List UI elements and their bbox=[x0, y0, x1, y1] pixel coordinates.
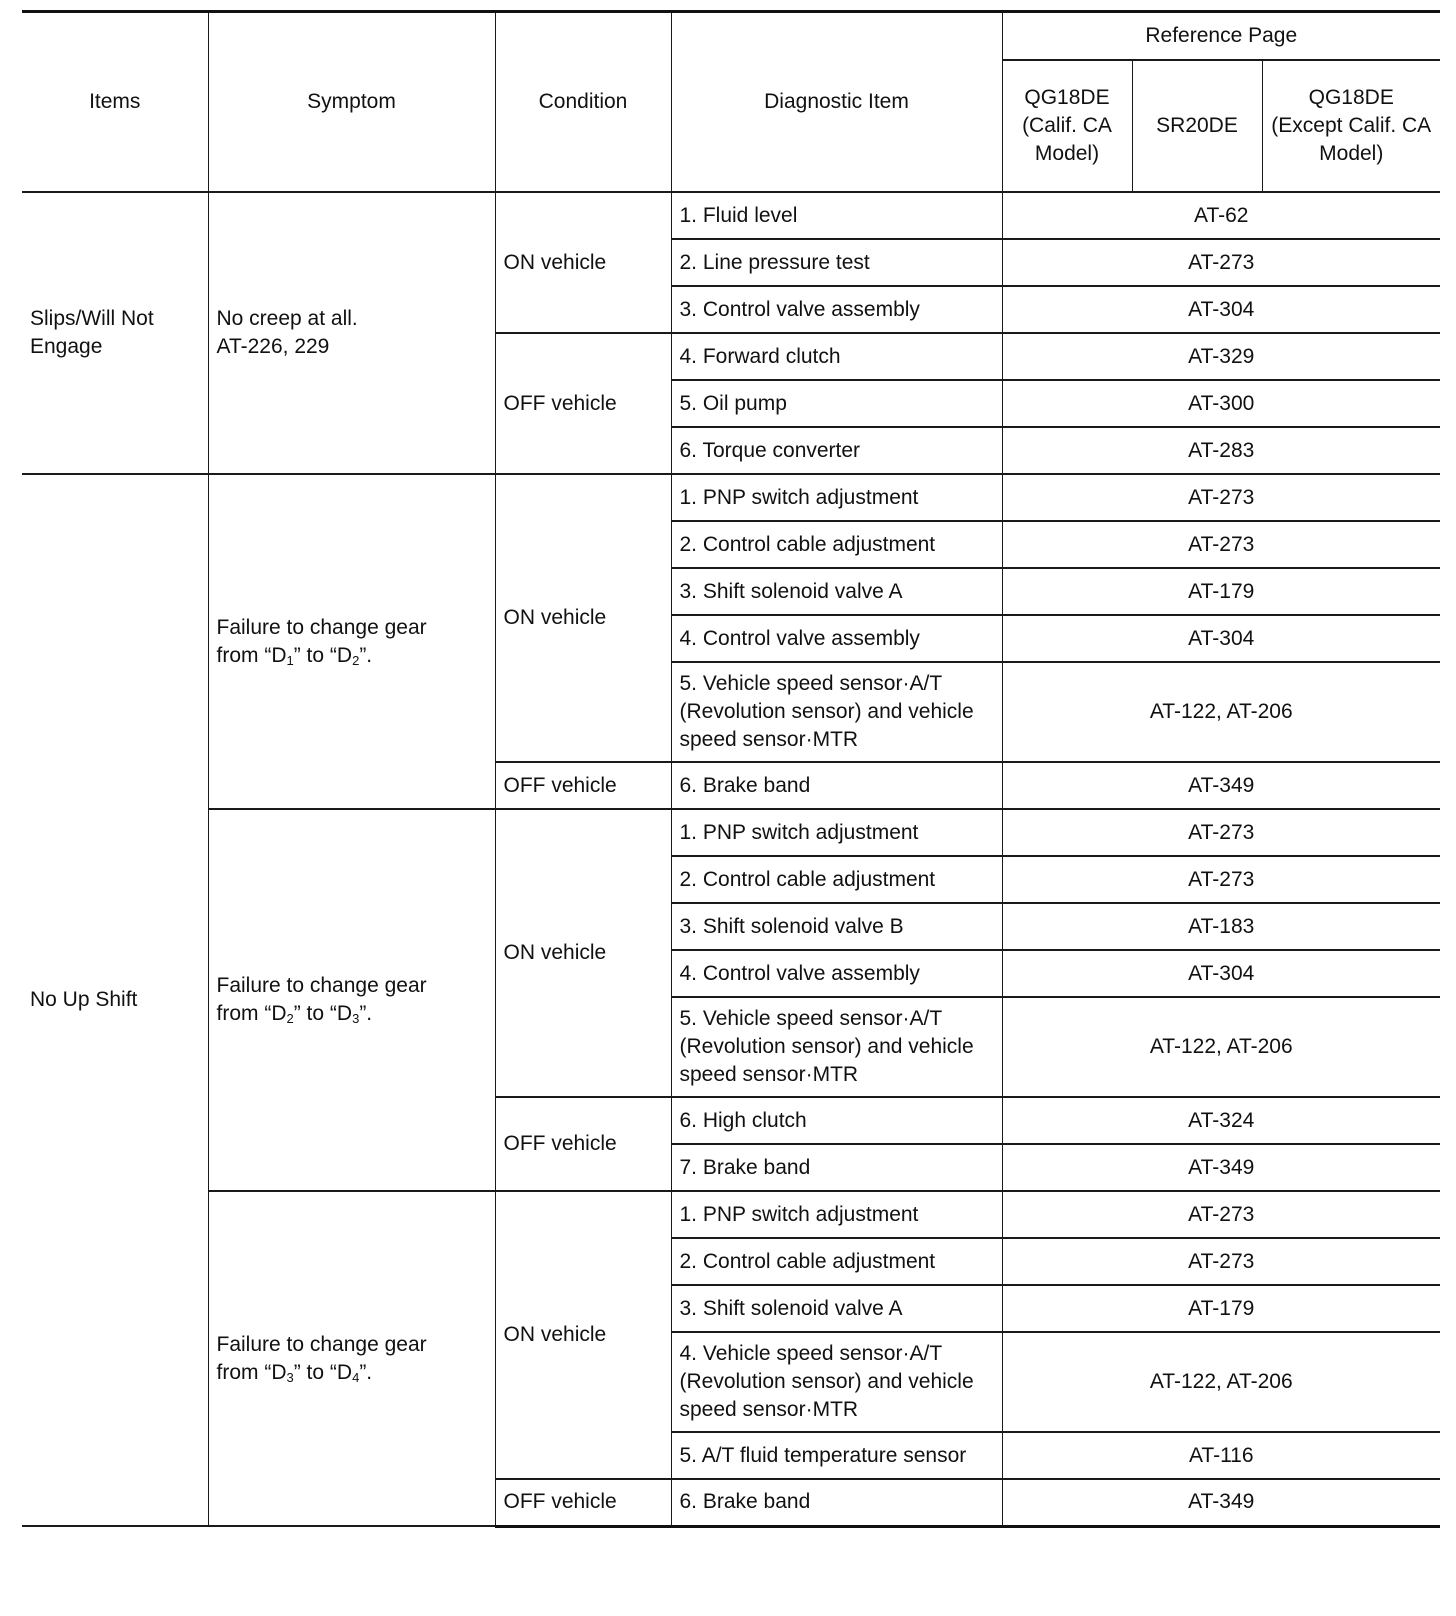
reference-page-cell: AT-273 bbox=[1002, 856, 1440, 903]
header-reference-page: Reference Page bbox=[1002, 12, 1440, 61]
diagnostic-item-cell: 6. Brake band bbox=[671, 762, 1002, 809]
gear-subscript: 4 bbox=[352, 1369, 360, 1385]
symptom-end: ”. bbox=[359, 643, 373, 667]
diagnostic-item-cell: 4. Control valve assembly bbox=[671, 950, 1002, 997]
symptom-to: ” to “D bbox=[293, 643, 353, 667]
diagnostic-item-cell: 3. Control valve assembly bbox=[671, 286, 1002, 333]
diagnostic-item-cell: 1. PNP switch adjustment bbox=[671, 474, 1002, 521]
reference-page-cell: AT-304 bbox=[1002, 615, 1440, 662]
reference-page-cell: AT-273 bbox=[1002, 474, 1440, 521]
symptom-cell bbox=[208, 192, 495, 474]
reference-page-cell: AT-116 bbox=[1002, 1432, 1440, 1479]
gear-subscript: 2 bbox=[352, 652, 360, 668]
header-qg18de-except: QG18DE (Except Calif. CA Model) bbox=[1262, 60, 1440, 192]
reference-page-cell: AT-349 bbox=[1002, 762, 1440, 809]
symptom-to: ” to “D bbox=[293, 1002, 353, 1025]
symptom-gear-range bbox=[217, 642, 487, 670]
diagnostic-item-cell: 2. Control cable adjustment bbox=[671, 1238, 1002, 1285]
table-row bbox=[22, 1191, 1440, 1238]
diagnostic-item-cell: 5. Vehicle speed sensor·A/T (Revolution sensor) and vehicle speed sensor·MTR bbox=[671, 997, 1002, 1097]
diagnostic-item-cell: 5. Oil pump bbox=[671, 380, 1002, 427]
reference-page-cell: AT-304 bbox=[1002, 950, 1440, 997]
diagnostic-table-sheet bbox=[22, 10, 1440, 1528]
symptom-text: Failure to change gear bbox=[216, 615, 427, 639]
reference-page-cell: AT-349 bbox=[1002, 1144, 1440, 1191]
diagnostic-item-cell: 5. A/T fluid temperature sensor bbox=[671, 1432, 1002, 1479]
gear-subscript: 3 bbox=[286, 1369, 294, 1385]
header-symptom: Symptom bbox=[208, 12, 495, 193]
symptom-cell bbox=[208, 809, 495, 1191]
reference-page-cell: AT-273 bbox=[1002, 809, 1440, 856]
gear-subscript: 2 bbox=[286, 1011, 294, 1026]
condition-cell: OFF vehicle bbox=[495, 1479, 671, 1526]
symptom-cell bbox=[208, 1191, 495, 1526]
reference-page-cell: AT-122, AT-206 bbox=[1002, 997, 1440, 1097]
reference-page-cell: AT-62 bbox=[1002, 192, 1440, 239]
symptom-from: from “D bbox=[216, 1360, 287, 1384]
header-diagnostic-item: Diagnostic Item bbox=[671, 12, 1002, 193]
symptom-from: from “D bbox=[216, 1002, 287, 1025]
table-body bbox=[22, 192, 1440, 1526]
reference-page-cell: AT-122, AT-206 bbox=[1002, 662, 1440, 762]
table-row bbox=[22, 192, 1440, 239]
reference-page-cell: AT-300 bbox=[1002, 380, 1440, 427]
item-cell: Slips/Will Not Engage bbox=[22, 192, 208, 474]
item-cell: No Up Shift bbox=[22, 474, 208, 1526]
symptom-gear-range bbox=[217, 1000, 487, 1028]
condition-cell: ON vehicle bbox=[495, 1191, 671, 1479]
diagnostic-item-cell: 1. PNP switch adjustment bbox=[671, 1191, 1002, 1238]
diagnostic-table bbox=[22, 10, 1440, 1528]
symptom-text: No creep at all. bbox=[216, 307, 358, 330]
diagnostic-item-cell: 2. Control cable adjustment bbox=[671, 856, 1002, 903]
diagnostic-item-cell: 6. Torque converter bbox=[671, 427, 1002, 474]
symptom-end: ”. bbox=[359, 1360, 373, 1384]
reference-page-cell: AT-349 bbox=[1002, 1479, 1440, 1526]
diagnostic-item-cell: 1. Fluid level bbox=[671, 192, 1002, 239]
reference-page-cell: AT-273 bbox=[1002, 1238, 1440, 1285]
header-qg18de-calif: QG18DE (Calif. CA Model) bbox=[1002, 60, 1132, 192]
reference-page-cell: AT-179 bbox=[1002, 568, 1440, 615]
symptom-text: Failure to change gear bbox=[216, 1332, 427, 1356]
condition-cell: OFF vehicle bbox=[495, 333, 671, 474]
condition-cell: OFF vehicle bbox=[495, 762, 671, 809]
reference-page-cell: AT-329 bbox=[1002, 333, 1440, 380]
diagnostic-item-cell: 6. High clutch bbox=[671, 1097, 1002, 1144]
diagnostic-item-cell: 3. Shift solenoid valve A bbox=[671, 568, 1002, 615]
reference-page-cell: AT-183 bbox=[1002, 903, 1440, 950]
diagnostic-item-cell: 2. Line pressure test bbox=[671, 239, 1002, 286]
symptom-reference: AT-226, 229 bbox=[216, 335, 330, 358]
diagnostic-item-cell: 3. Shift solenoid valve A bbox=[671, 1285, 1002, 1332]
reference-page-cell: AT-273 bbox=[1002, 239, 1440, 286]
diagnostic-item-cell: 4. Control valve assembly bbox=[671, 615, 1002, 662]
reference-page-cell: AT-324 bbox=[1002, 1097, 1440, 1144]
gear-subscript: 3 bbox=[352, 1011, 360, 1026]
diagnostic-item-cell: 1. PNP switch adjustment bbox=[671, 809, 1002, 856]
condition-cell: OFF vehicle bbox=[495, 1097, 671, 1191]
diagnostic-item-cell: 6. Brake band bbox=[671, 1479, 1002, 1526]
condition-cell: ON vehicle bbox=[495, 809, 671, 1097]
symptom-from: from “D bbox=[216, 643, 287, 667]
condition-cell: ON vehicle bbox=[495, 474, 671, 762]
diagnostic-item-cell: 4. Vehicle speed sensor·A/T (Revolution sensor) and vehicle speed sensor·MTR bbox=[671, 1332, 1002, 1432]
symptom-text: Failure to change gear bbox=[216, 974, 427, 997]
header-items: Items bbox=[22, 12, 208, 193]
diagnostic-item-cell: 3. Shift solenoid valve B bbox=[671, 903, 1002, 950]
symptom-gear-range bbox=[217, 1359, 487, 1387]
condition-cell: ON vehicle bbox=[495, 192, 671, 333]
reference-page-cell: AT-179 bbox=[1002, 1285, 1440, 1332]
diagnostic-item-cell: 7. Brake band bbox=[671, 1144, 1002, 1191]
symptom-end: ”. bbox=[359, 1002, 373, 1025]
reference-page-cell: AT-122, AT-206 bbox=[1002, 1332, 1440, 1432]
diagnostic-item-cell: 5. Vehicle speed sensor·A/T (Revolution sensor) and vehicle speed sensor·MTR bbox=[671, 662, 1002, 762]
gear-subscript: 1 bbox=[286, 652, 294, 668]
diagnostic-item-cell: 2. Control cable adjustment bbox=[671, 521, 1002, 568]
symptom-to: ” to “D bbox=[293, 1360, 353, 1384]
header-condition: Condition bbox=[495, 12, 671, 193]
reference-page-cell: AT-283 bbox=[1002, 427, 1440, 474]
reference-page-cell: AT-304 bbox=[1002, 286, 1440, 333]
symptom-cell bbox=[208, 474, 495, 809]
header-sr20de: SR20DE bbox=[1132, 60, 1262, 192]
table-row bbox=[22, 474, 1440, 521]
reference-page-cell: AT-273 bbox=[1002, 521, 1440, 568]
table-row bbox=[22, 809, 1440, 856]
diagnostic-item-cell: 4. Forward clutch bbox=[671, 333, 1002, 380]
reference-page-cell: AT-273 bbox=[1002, 1191, 1440, 1238]
